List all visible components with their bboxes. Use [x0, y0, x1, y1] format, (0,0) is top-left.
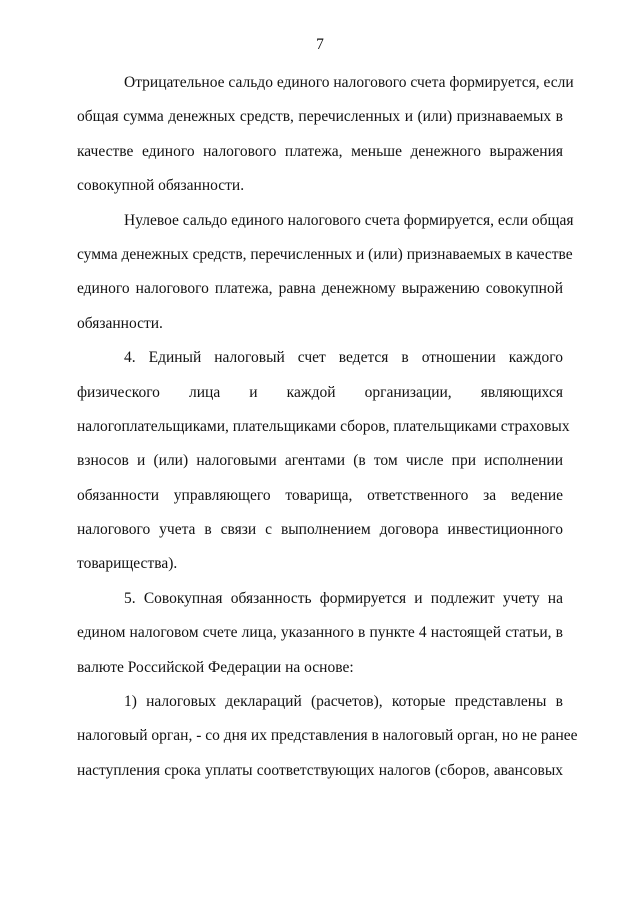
paragraph-negative-balance — [77, 66, 574, 204]
text-line: валюте Российской Федерации на основе: — [77, 658, 354, 676]
document-body — [77, 66, 578, 788]
text-line: сумма денежных средств, перечисленных и (или) признаваемых в качестве — [77, 245, 573, 263]
text-line: Нулевое сальдо единого налогового счета формируется, если общая — [124, 211, 574, 229]
text-line: совокупной обязанности. — [77, 177, 245, 195]
paragraph-item-5-1 — [77, 685, 578, 788]
text-line: обязанности. — [77, 314, 163, 332]
text-line: едином налоговом счете лица, указанного в пункте 4 настоящей статьи, в — [77, 624, 563, 642]
text-line: налоговый орган, - со дня их представления в налоговый орган, но не ранее — [77, 727, 578, 745]
text-line: взносов и (или) налоговыми агентами (в том числе при исполнении — [77, 452, 563, 470]
text-line: наступления срока уплаты соответствующих налогов (сборов, авансовых — [77, 761, 563, 779]
paragraph-item-5 — [77, 582, 563, 685]
text-line: общая сумма денежных средств, перечисленных и (или) признаваемых в — [77, 108, 563, 126]
text-line: 4. Единый налоговый счет ведется в отношении каждого — [124, 349, 563, 367]
text-line: физического лица и каждой организации, являющихся — [77, 383, 563, 401]
paragraph-item-4 — [77, 341, 570, 582]
text-line: обязанности управляющего товарища, ответственного за ведение — [77, 486, 563, 504]
text-line: единого налогового платежа, равна денежному выражению совокупной — [77, 280, 563, 298]
text-line: 1) налоговых деклараций (расчетов), которые представлены в — [124, 693, 563, 711]
text-line: налогового учета в связи с выполнением договора инвестиционного — [77, 521, 563, 539]
text-line: качестве единого налогового платежа, меньше денежного выражения — [77, 142, 563, 160]
paragraph-zero-balance — [77, 204, 574, 342]
page-number: 7 — [316, 36, 324, 53]
text-line: Отрицательное сальдо единого налогового счета формируется, если — [124, 74, 574, 91]
text-line: 5. Совокупная обязанность формируется и подлежит учету на — [124, 589, 563, 607]
text-line: налогоплательщиками, плательщиками сборов, плательщиками страховых — [77, 417, 570, 435]
text-line: товарищества). — [77, 555, 178, 573]
